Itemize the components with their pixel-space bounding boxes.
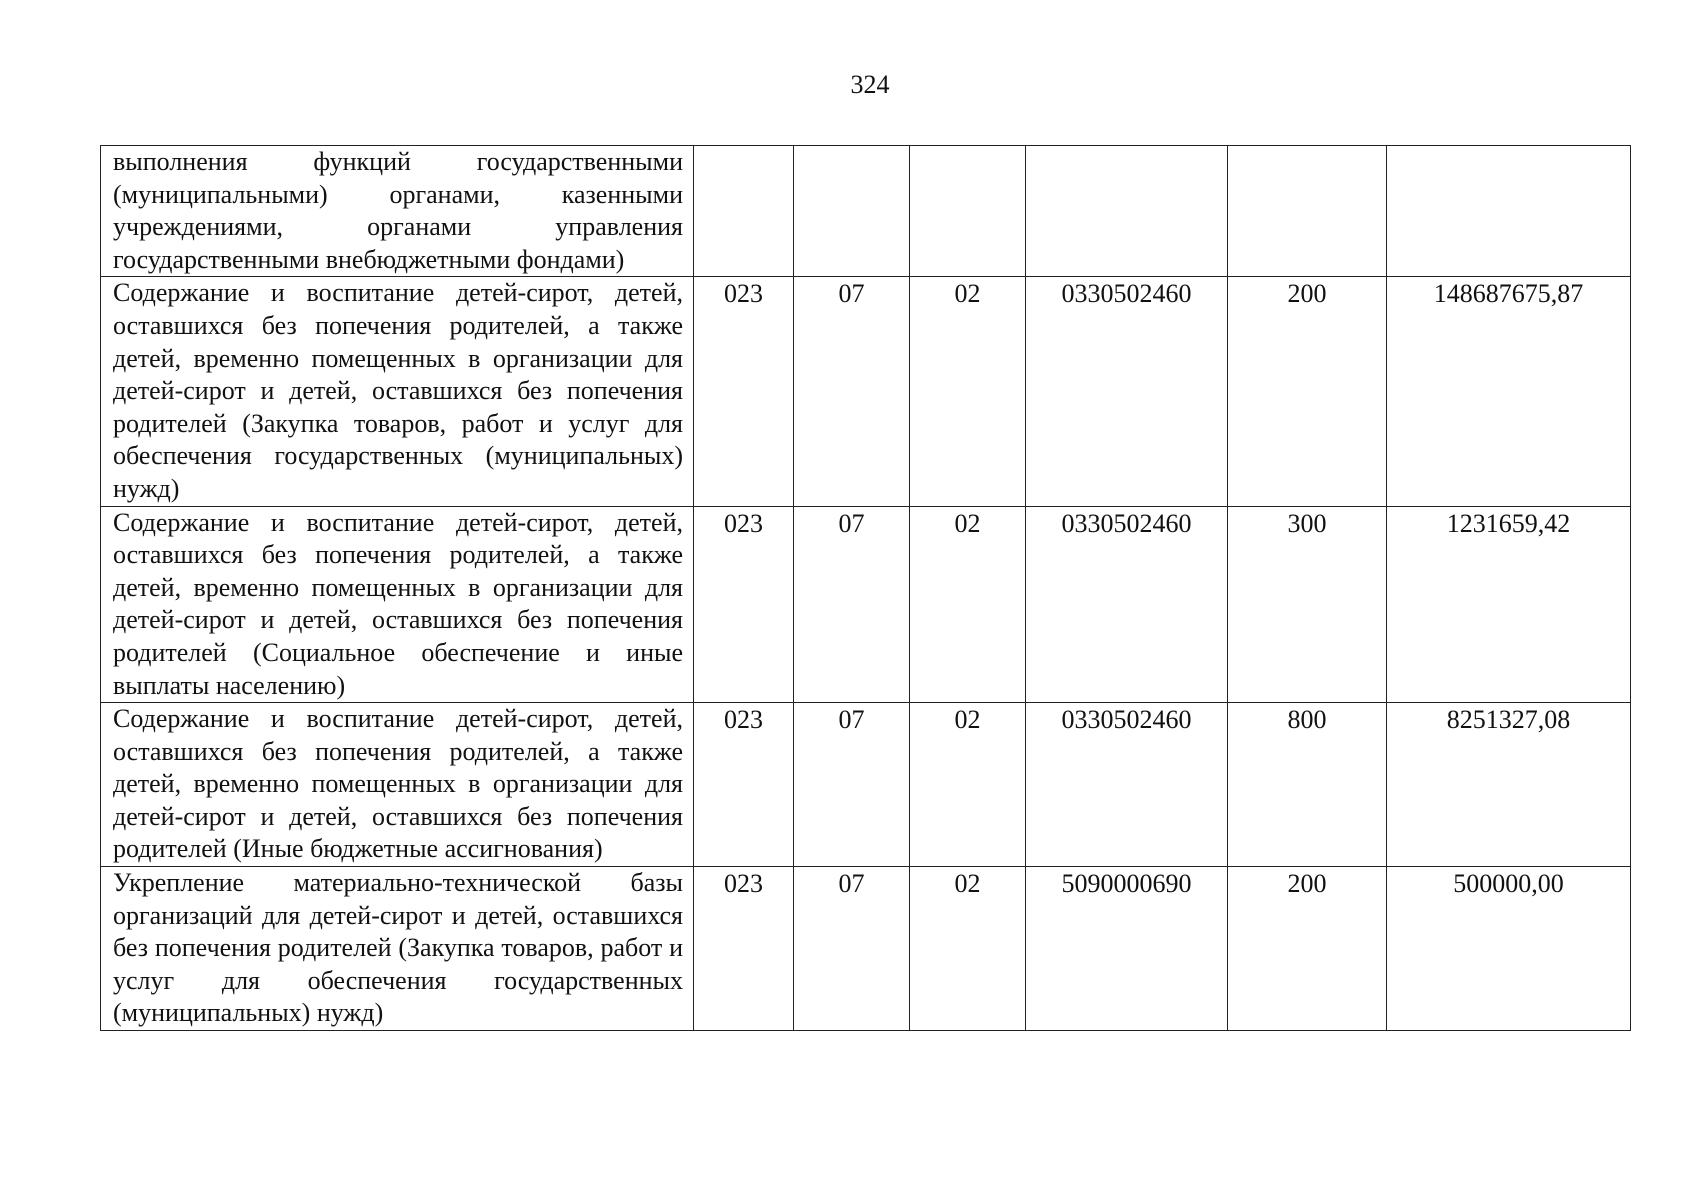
- expense-type-cell: 300: [1228, 506, 1387, 703]
- grbs-code-cell: 023: [694, 867, 794, 1031]
- subsection-code-cell: 02: [910, 867, 1026, 1031]
- amount-cell: 1231659,42: [1387, 506, 1631, 703]
- amount-cell: 500000,00: [1387, 867, 1631, 1031]
- grbs-code-cell: 023: [694, 506, 794, 703]
- table-row: [101, 703, 1631, 867]
- expense-type-cell: 200: [1228, 867, 1387, 1031]
- subsection-code-cell: 02: [910, 277, 1026, 506]
- target-article-cell: 0330502460: [1026, 506, 1228, 703]
- expense-name-cell: Содержание и воспитание детей-сирот, детей, оставшихся без попечения родителей, а также детей, временно помещенных в организации для детей-сирот и детей, оставшихся без попечения родителей (Закупка товаров, работ и услуг для обеспечения государственных (муниципальных) нужд): [101, 277, 694, 506]
- grbs-code-cell: 023: [694, 703, 794, 867]
- section-code-cell: 07: [794, 867, 910, 1031]
- target-article-cell: [1026, 146, 1228, 277]
- expense-type-cell: 800: [1228, 703, 1387, 867]
- target-article-cell: 0330502460: [1026, 703, 1228, 867]
- budget-table: [100, 145, 1631, 1031]
- amount-cell: 148687675,87: [1387, 277, 1631, 506]
- subsection-code-cell: 02: [910, 506, 1026, 703]
- expense-name-cell: Укрепление материально-технической базы организаций для детей-сирот и детей, оставшихся без попечения родителей (Закупка товаров, работ и услуг для обеспечения государственных (муниципальных) нужд): [101, 867, 694, 1031]
- page-number: 324: [850, 70, 890, 99]
- section-code-cell: 07: [794, 277, 910, 506]
- expense-name-cell: Содержание и воспитание детей-сирот, детей, оставшихся без попечения родителей, а также детей, временно помещенных в организации для детей-сирот и детей, оставшихся без попечения родителей (Социальное обеспечение и иные выплаты населению): [101, 506, 694, 703]
- subsection-code-cell: [910, 146, 1026, 277]
- amount-cell: 8251327,08: [1387, 703, 1631, 867]
- table-row: [101, 146, 1631, 277]
- target-article-cell: 0330502460: [1026, 277, 1228, 506]
- expense-type-cell: 200: [1228, 277, 1387, 506]
- table-row: [101, 277, 1631, 506]
- section-code-cell: 07: [794, 703, 910, 867]
- grbs-code-cell: [694, 146, 794, 277]
- grbs-code-cell: 023: [694, 277, 794, 506]
- table-row: [101, 506, 1631, 703]
- section-code-cell: [794, 146, 910, 277]
- expense-name-cell: выполнения функций государственными (муниципальными) органами, казенными учреждениями, органами управления государственными внебюджетными фондами): [101, 146, 694, 277]
- subsection-code-cell: 02: [910, 703, 1026, 867]
- expense-type-cell: [1228, 146, 1387, 277]
- expense-name-cell: Содержание и воспитание детей-сирот, детей, оставшихся без попечения родителей, а также детей, временно помещенных в организации для детей-сирот и детей, оставшихся без попечения родителей (Иные бюджетные ассигнования): [101, 703, 694, 867]
- section-code-cell: 07: [794, 506, 910, 703]
- table-row: [101, 867, 1631, 1031]
- amount-cell: [1387, 146, 1631, 277]
- target-article-cell: 5090000690: [1026, 867, 1228, 1031]
